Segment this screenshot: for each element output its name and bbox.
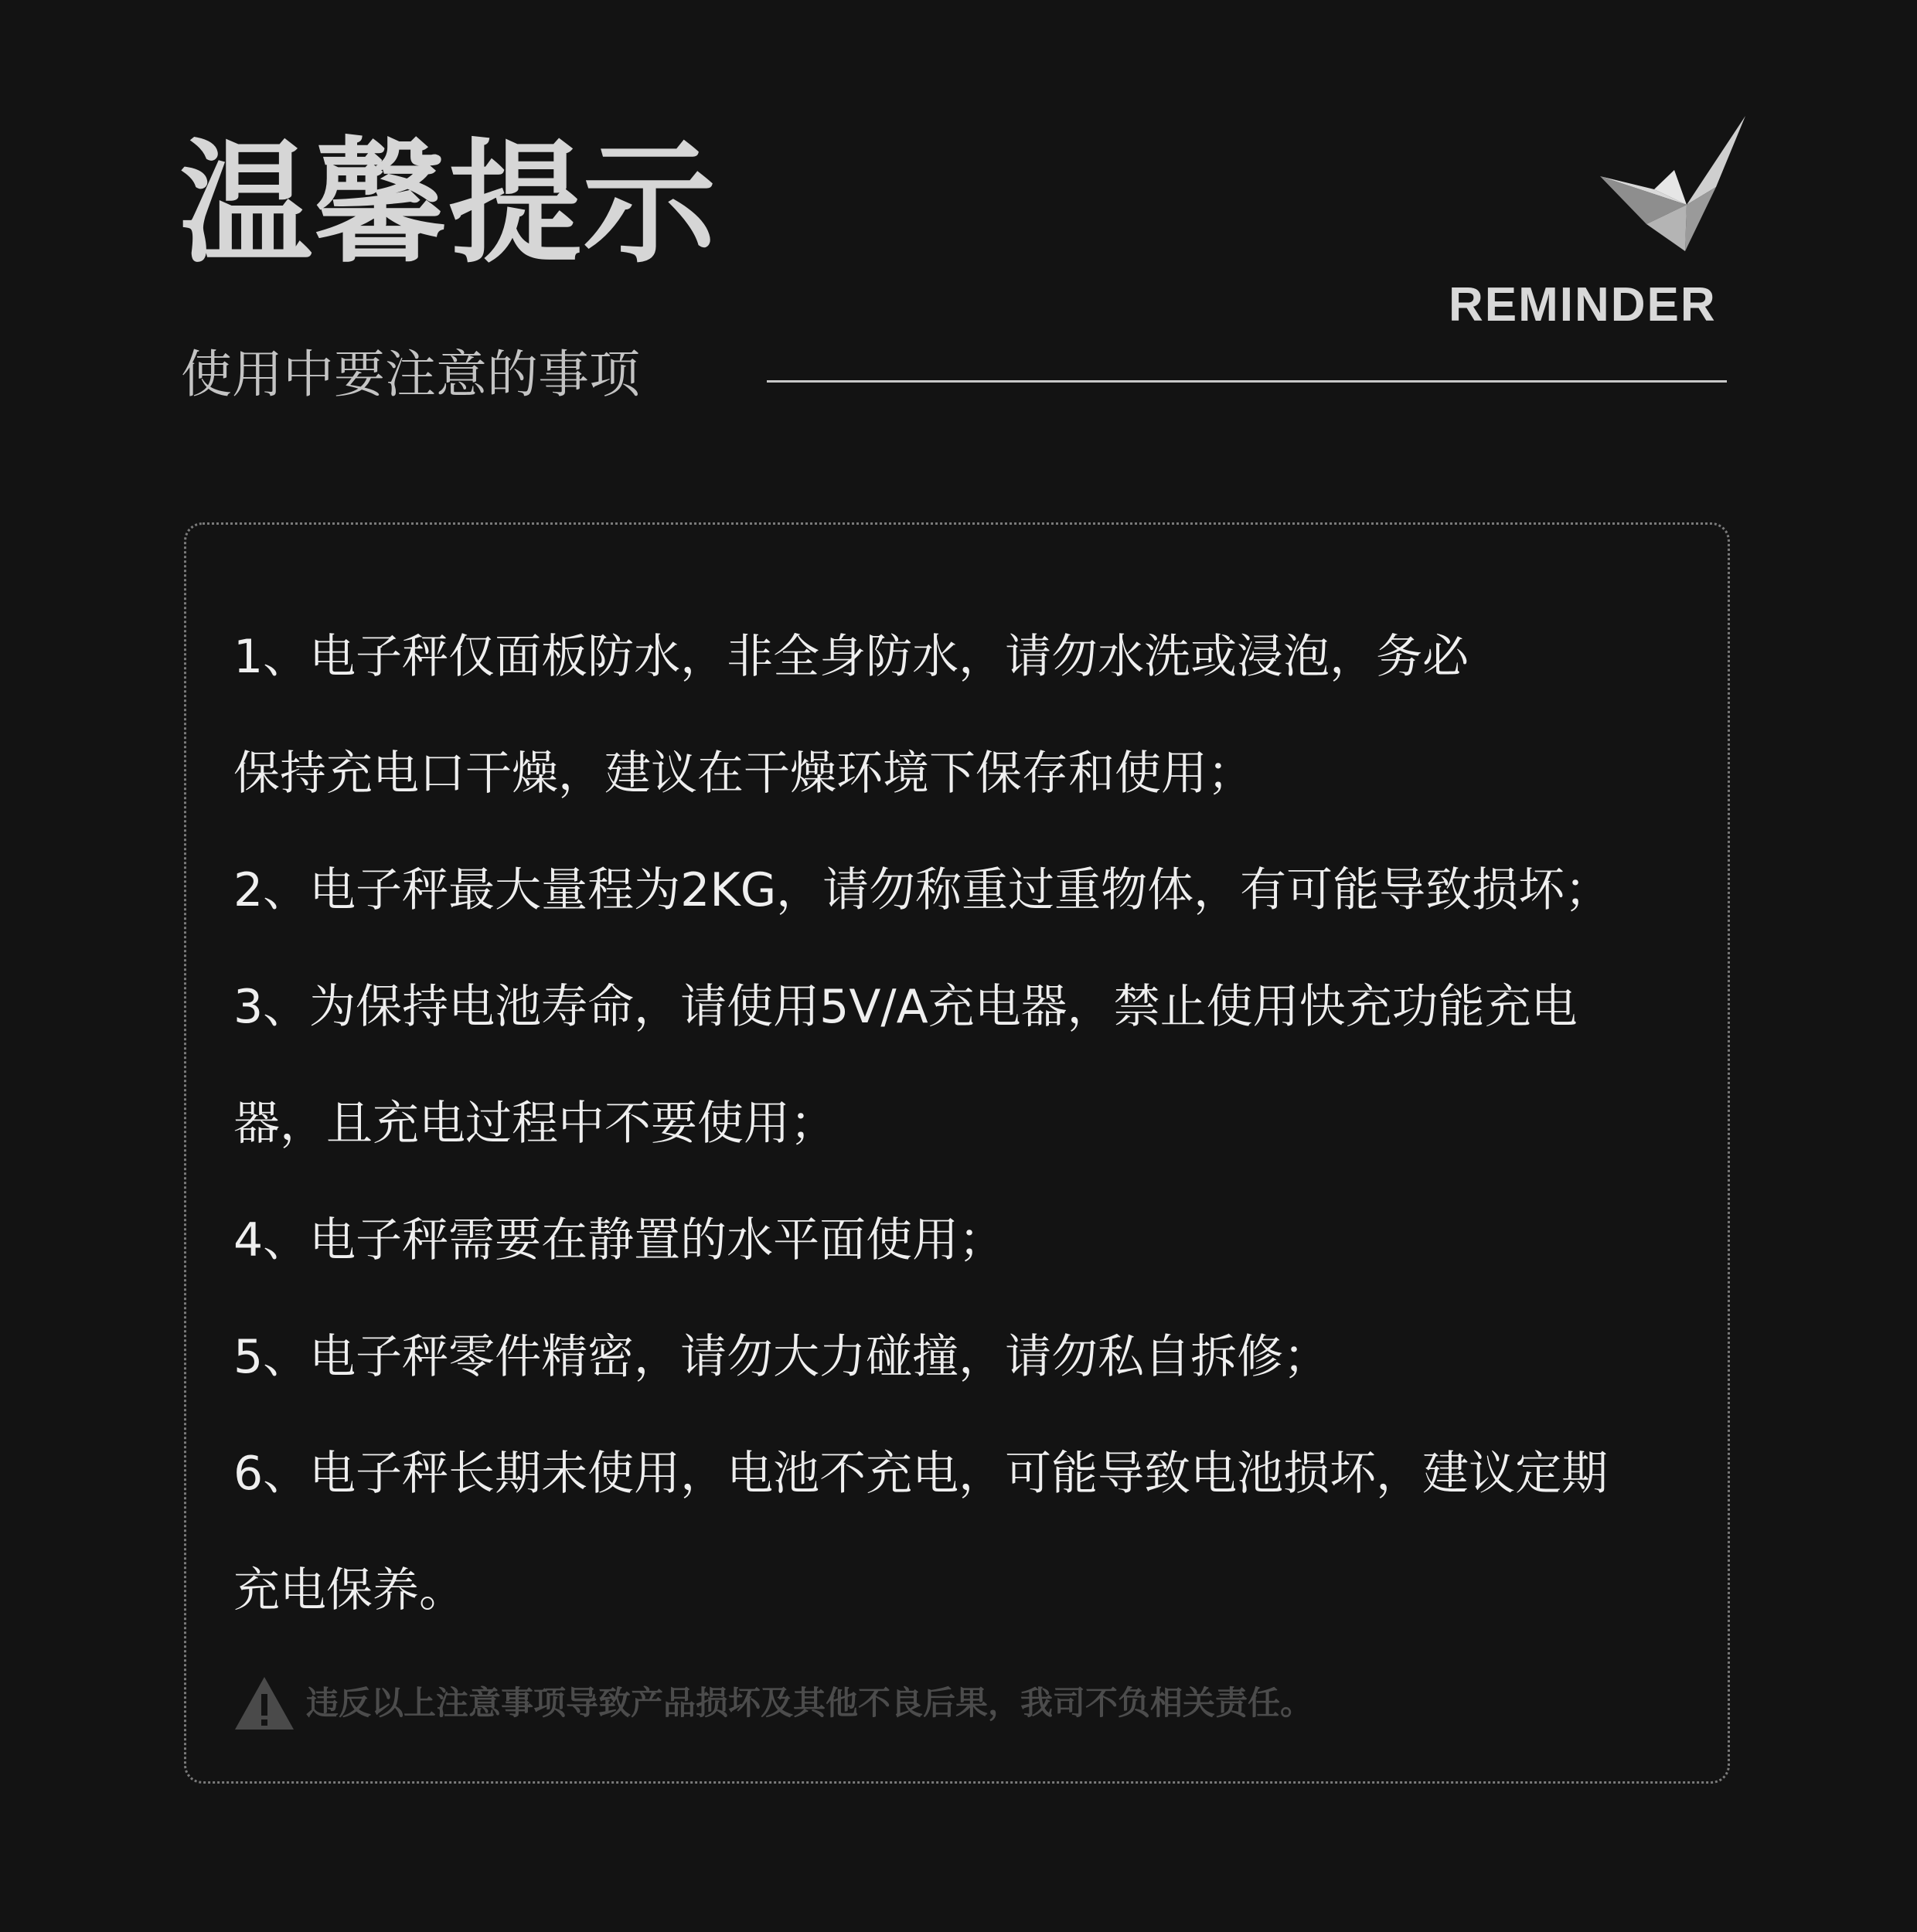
page-title: 温馨提示 bbox=[179, 126, 717, 281]
notice-line: 器，且充电过程中不要使用； bbox=[233, 1097, 836, 1151]
notice-line: 5、电子秤零件精密，请勿大力碰撞，请勿私自拆修； bbox=[233, 1330, 1330, 1384]
notice-line: 6、电子秤长期未使用，电池不充电，可能导致电池损坏，建议定期 bbox=[233, 1447, 1609, 1501]
bird-logo-icon bbox=[1600, 116, 1747, 251]
header-divider bbox=[767, 380, 1727, 383]
page-subtitle: 使用中要注意的事项 bbox=[181, 345, 640, 404]
notice-line: 3、为保持电池寿命，请使用5V/A充电器，禁止使用快充功能充电 bbox=[233, 980, 1578, 1034]
notice-line: 1、电子秤仅面板防水，非全身防水，请勿水洗或浸泡，务必 bbox=[233, 630, 1469, 684]
disclaimer bbox=[233, 1672, 1313, 1734]
notice-line: 2、电子秤最大量程为2KG，请勿称重过重物体，有可能导致损坏； bbox=[233, 863, 1612, 917]
warning-triangle-icon bbox=[233, 1675, 295, 1731]
notice-line: 4、电子秤需要在静置的水平面使用； bbox=[233, 1213, 1006, 1267]
notice-line: 保持充电口干燥，建议在干燥环境下保存和使用； bbox=[233, 747, 1254, 801]
notice-list bbox=[233, 623, 1718, 1673]
notice-line: 充电保养。 bbox=[233, 1563, 465, 1617]
disclaimer-text: 违反以上注意事项导致产品损坏及其他不良后果，我司不负相关责任。 bbox=[306, 1684, 1313, 1722]
reminder-label: REMINDER bbox=[1449, 278, 1717, 332]
